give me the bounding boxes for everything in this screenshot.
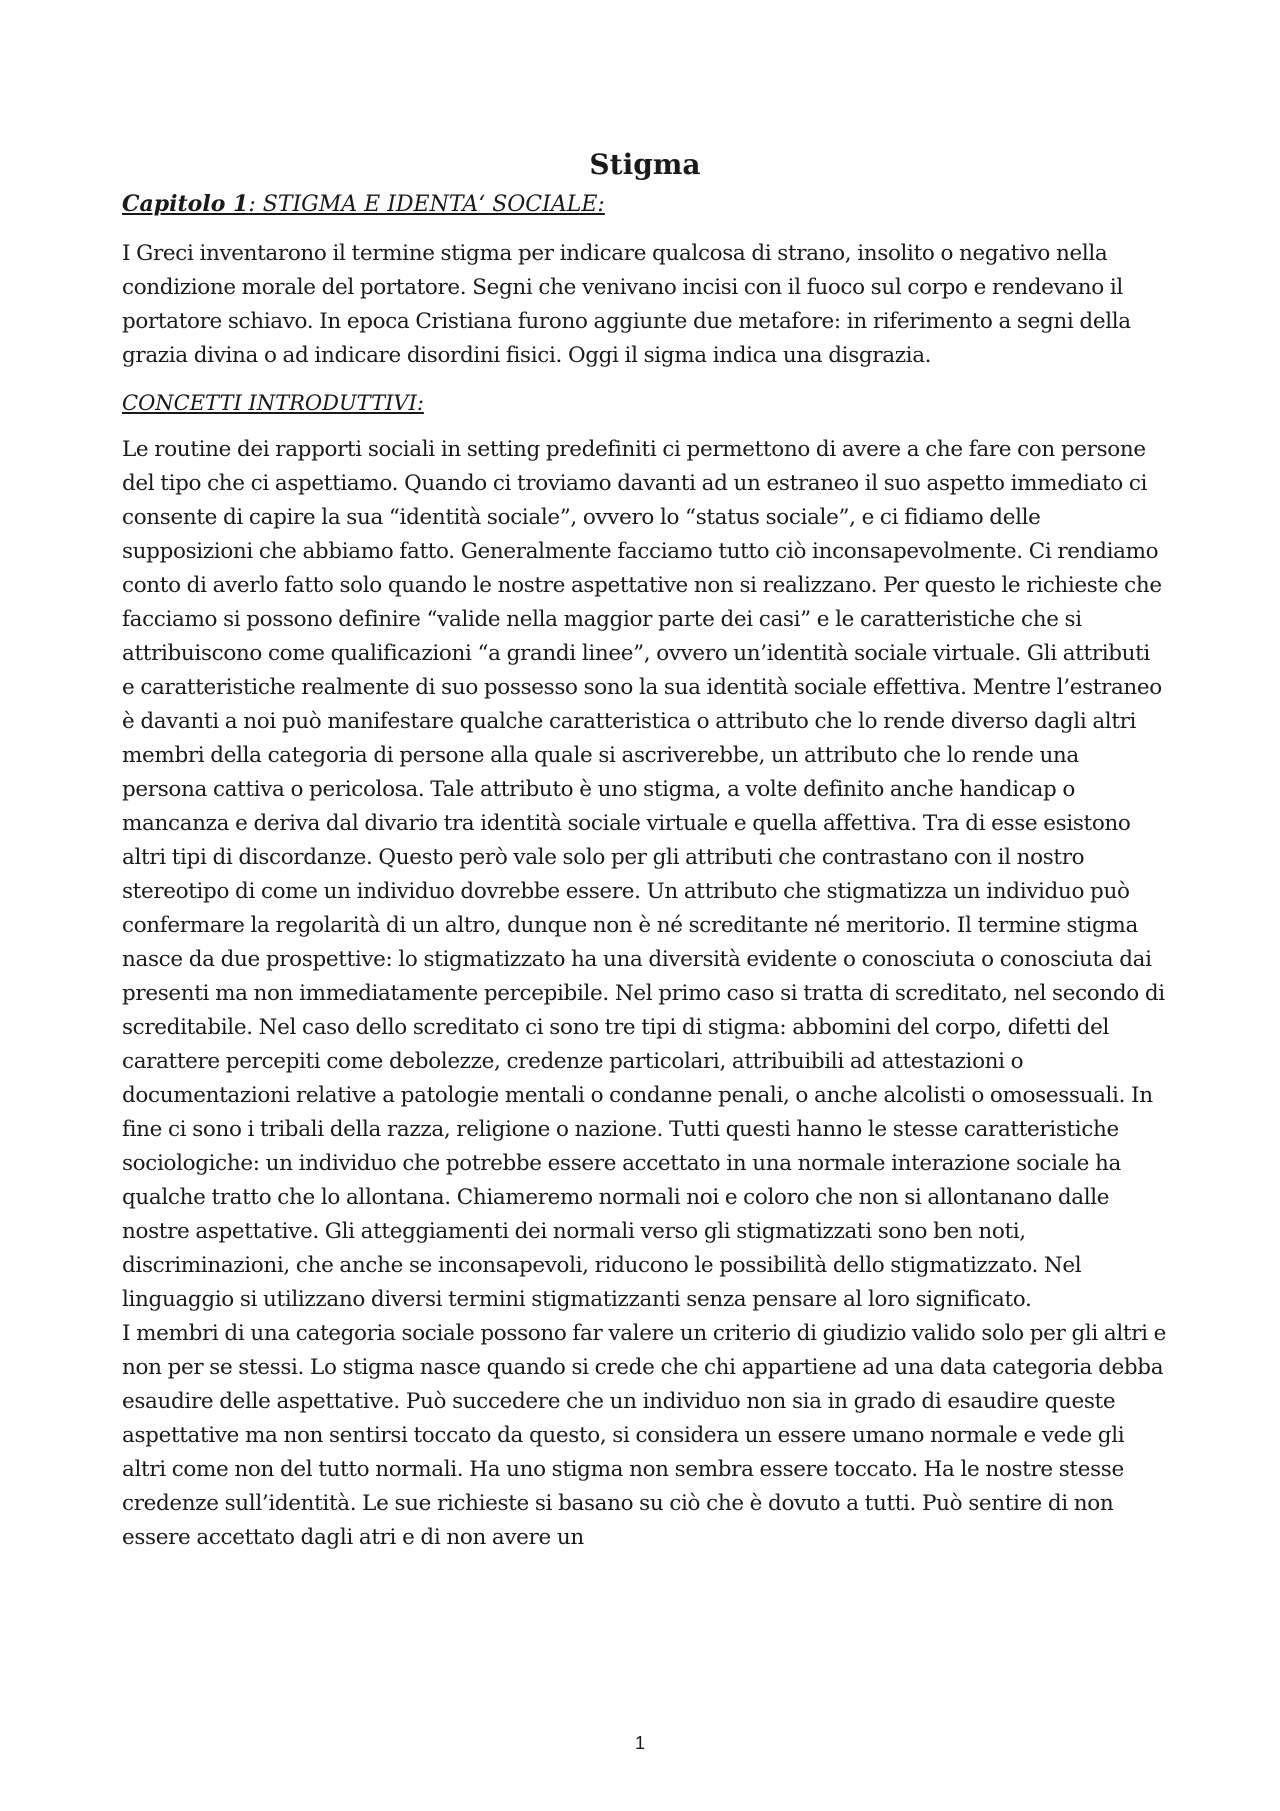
chapter-title: : STIGMA E IDENTA‘ SOCIALE: [248, 192, 605, 217]
body-paragraph: I membri di una categoria sociale possono far valere un criterio di giudizio valido solo per gli altri e non per se stessi. Lo stigma nasce quando si crede che chi appartiene ad una data categoria debba esaudire delle aspettative. Può succedere che un individuo non sia in grado di esaudire queste aspettative ma non sentirsi toccato da questo, si considera un essere umano normale e vede gli altri come non del tutto normali. Ha uno stigma non sembra essere toccato. Ha le nostre stesse credenze sull’identità. Le sue richieste si basano su ciò che è dovuto a tutti. Può sentire di non essere accettato dagli atri e di non avere un [122, 1321, 1166, 1550]
body-paragraph: Le routine dei rapporti sociali in setting predefiniti ci permettono di avere a che fare con persone del tipo che ci aspettiamo. Quando ci troviamo davanti ad un estraneo il suo aspetto immediato ci consente di capire la sua “identità sociale”, ovvero lo “status sociale”, e ci fidiamo delle supposizioni che abbiamo fatto. Generalmente facciamo tutto ciò inconsapevolmente. Ci rendiamo conto di averlo fatto solo quando le nostre aspettative non si realizzano. Per questo le richieste che facciamo si possono definire “valide nella maggior parte dei casi” e le caratteristiche che si attribuiscono come qualificazioni “a grandi linee”, ovvero un’identità sociale virtuale. Gli attributi e caratteristiche realmente di suo possesso sono la sua identità sociale effettiva. Mentre l’estraneo è davanti a noi può manifestare qualche caratteristica o attributo che lo rende diverso dagli altri membri della categoria di persone alla quale si ascriverebbe, un attributo che lo rende una persona cattiva o pericolosa. Tale attributo è uno stigma, a volte definito anche handicap o mancanza e deriva dal divario tra identità sociale virtuale e quella affettiva. Tra di esse esistono altri tipi di discordanze. Questo però vale solo per gli attributi che contrastano con il nostro stereotipo di come un individuo dovrebbe essere. Un attributo che stigmatizza un individuo può confermare la regolarità di un altro, dunque non è né screditante né meritorio. Il termine stigma nasce da due prospettive: lo stigmatizzato ha una diversità evidente o conosciuta o conosciuta dai presenti ma non immediatamente percepibile. Nel primo caso si tratta di screditato, nel secondo di screditabile. Nel caso dello screditato ci sono tre tipi di stigma: abbomini del corpo, difetti del carattere percepiti come debolezze, credenze particolari, attribuibili ad attestazioni o documentazioni relative a patologie mentali o condanne penali, o anche alcolisti o omosessuali. In fine ci sono i tribali della razza, religione o nazione. Tutti questi hanno le stesse caratteristiche sociologiche: un individuo che potrebbe essere accettato in una normale interazione sociale ha qualche tratto che lo allontana. Chiameremo normali noi e coloro che non si allontanano dalle nostre aspettative. Gli atteggiamenti dei normali verso gli stigmatizzati sono ben noti, discriminazioni, che anche se inconsapevoli, riducono le possibilità dello stigmatizzato. Nel linguaggio si utilizzano diversi termini stigmatizzanti senza pensare al loro significato. [122, 437, 1165, 1312]
document-page [122, 148, 1168, 1555]
chapter-heading [122, 188, 1168, 221]
intro-paragraph: I Greci inventarono il termine stigma per indicare qualcosa di strano, insolito o negativo nella condizione morale del portatore. Segni che venivano incisi con il fuoco sul corpo e rendevano il portatore schiavo. In epoca Cristiana furono aggiunte due metafore: in riferimento a segni della grazia divina o ad indicare disordini fisici. Oggi il sigma indica una disgrazia. [122, 241, 1131, 368]
document-title: Stigma [589, 148, 701, 181]
page-number: 1 [634, 1733, 645, 1753]
chapter-number: Capitolo 1 [122, 191, 249, 217]
section-heading: CONCETTI INTRODUTTIVI: [122, 391, 424, 415]
